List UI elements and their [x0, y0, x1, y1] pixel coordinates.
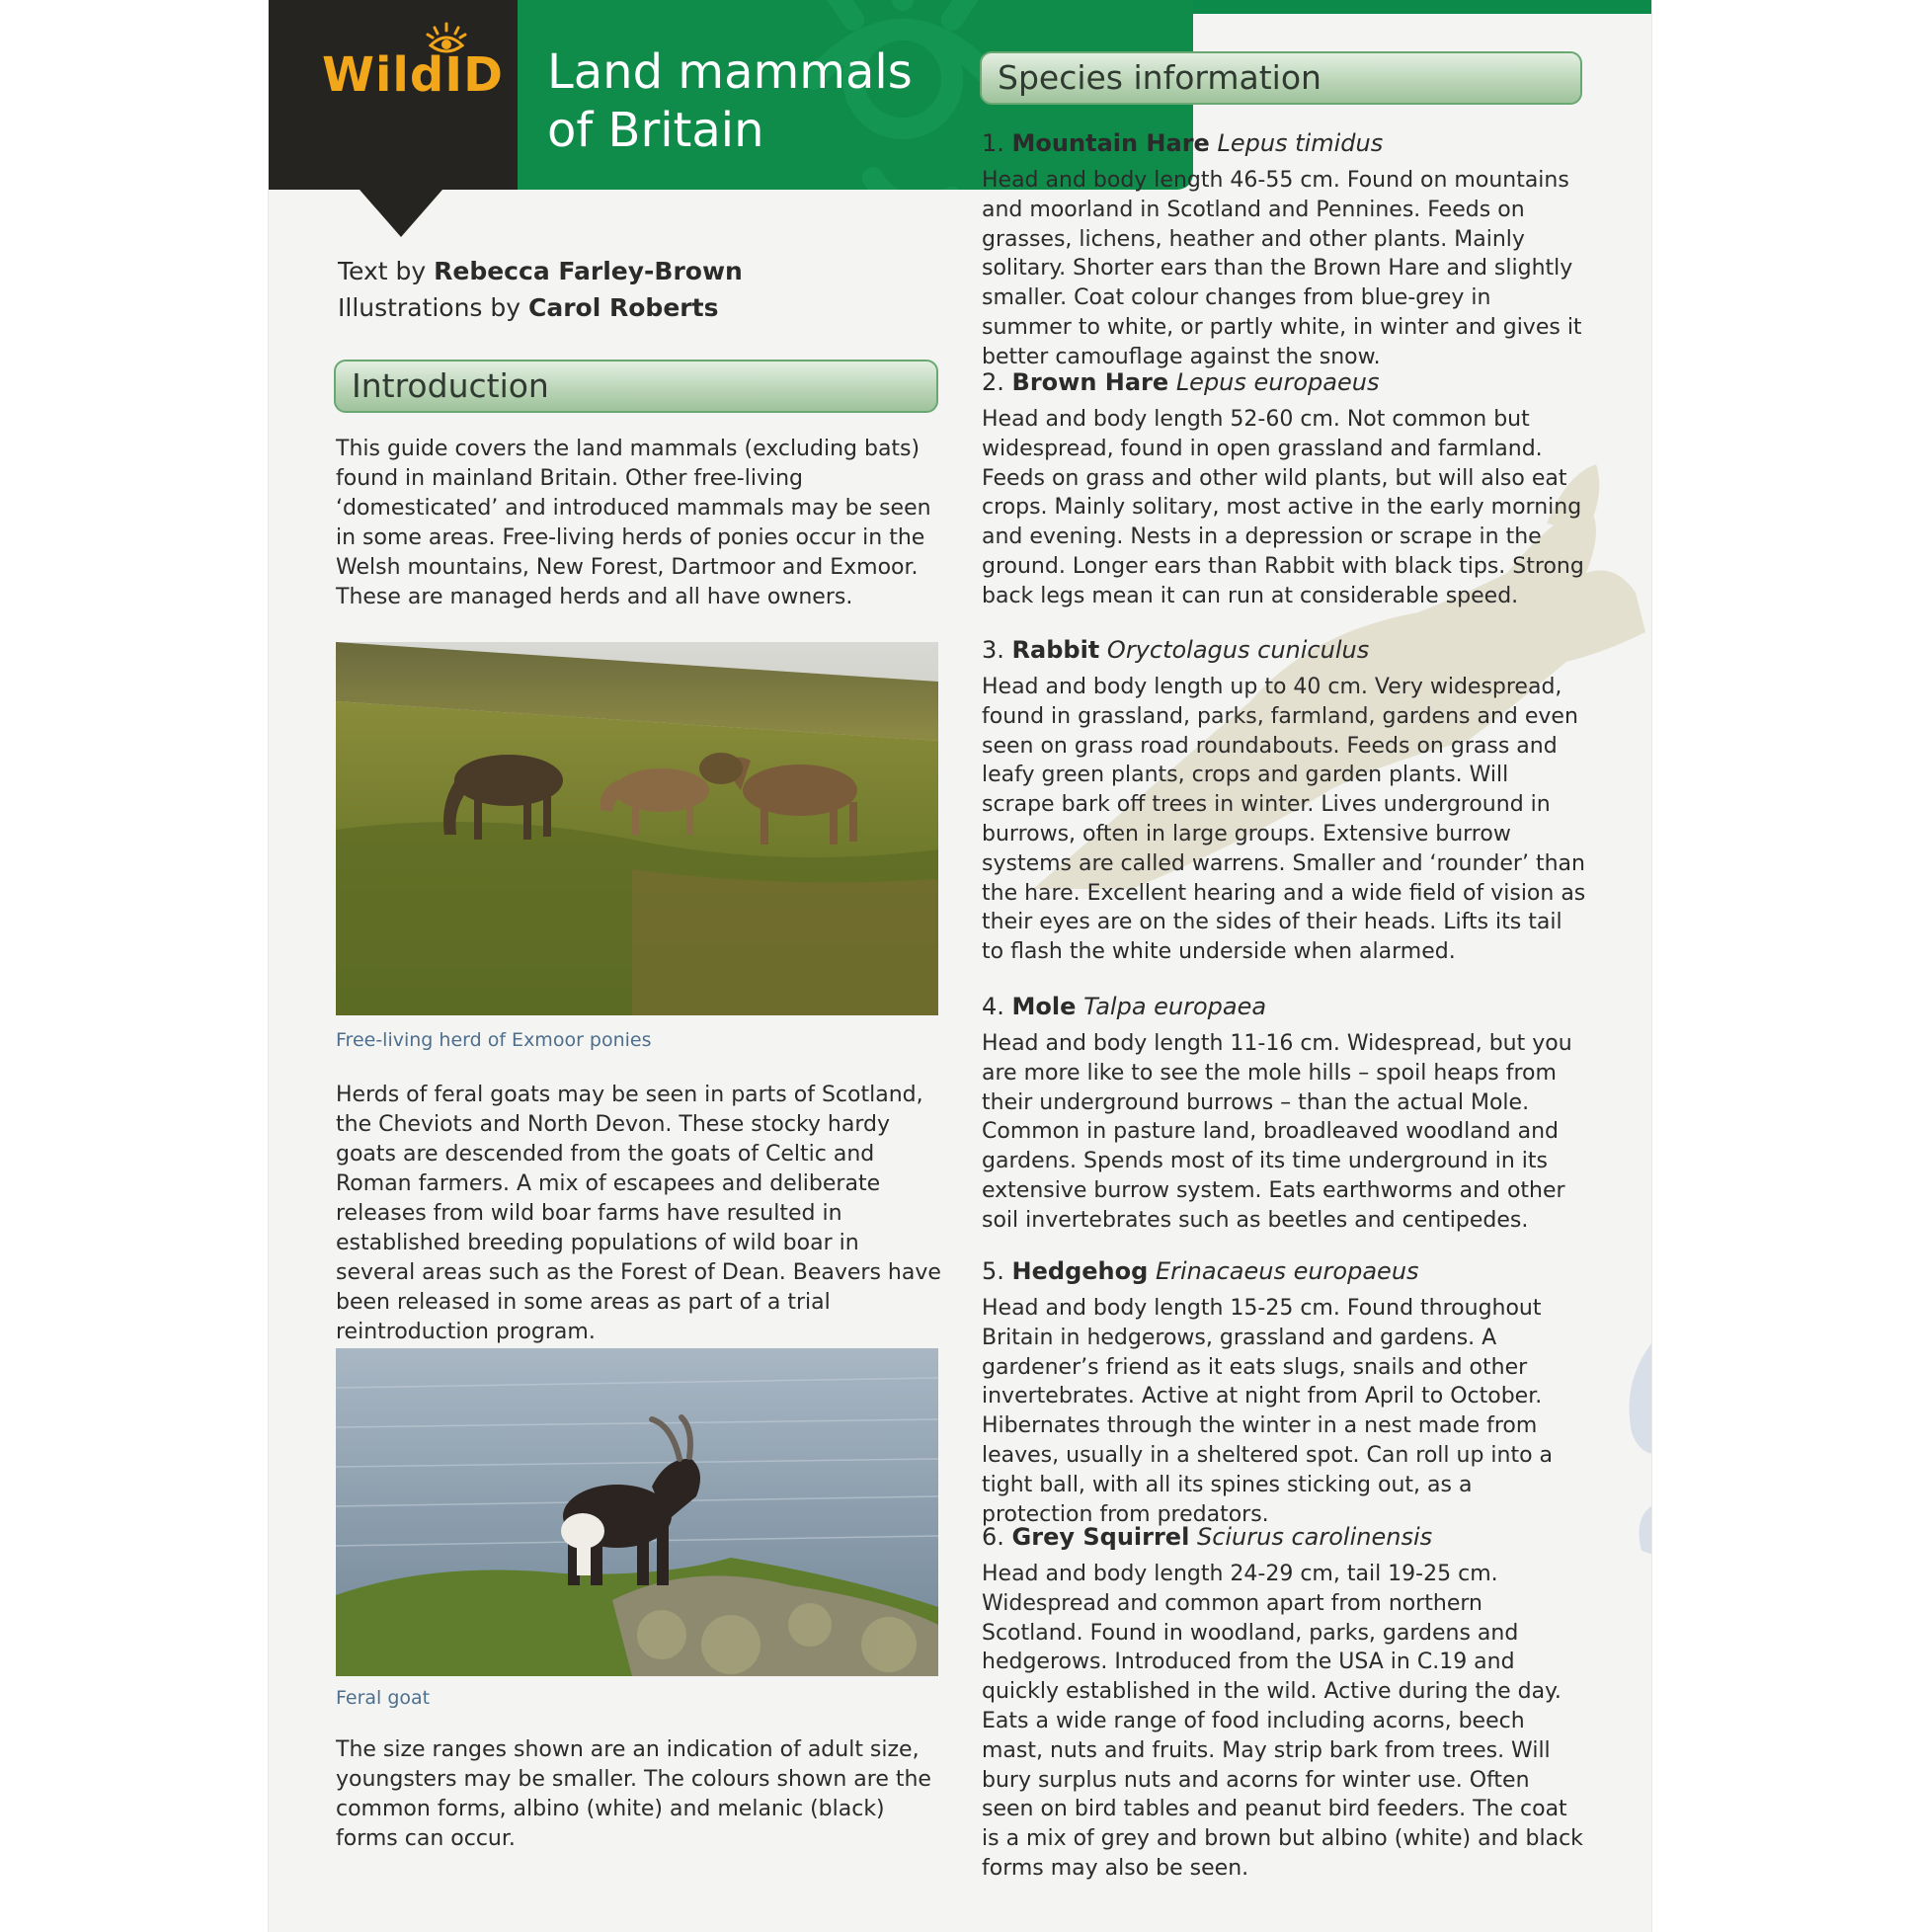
species-number: 2. [982, 368, 1004, 396]
species-entry [982, 128, 1586, 372]
ponies-caption: Free-living herd of Exmoor ponies [336, 1029, 652, 1051]
species-latin-name: Talpa europaea [1083, 993, 1267, 1020]
species-common-name: Hedgehog [1011, 1257, 1149, 1285]
feral-goat-photo [336, 1348, 938, 1676]
exmoor-ponies-photo [336, 642, 938, 1015]
species-latin-name: Lepus europaeus [1175, 368, 1380, 396]
author-prefix: Text by [338, 257, 435, 285]
species-number: 3. [982, 636, 1004, 664]
species-common-name: Brown Hare [1011, 368, 1169, 396]
goat-caption: Feral goat [336, 1687, 431, 1709]
species-number: 4. [982, 993, 1004, 1020]
species-number: 1. [982, 129, 1004, 157]
species-entry [982, 992, 1586, 1236]
logo-pointer [360, 190, 442, 237]
logo-block [269, 0, 518, 190]
title-line-2: of Britain [547, 103, 764, 158]
species-description: Head and body length 24-29 cm, tail 19-25 cm. Widespread and common apart from northern Scotland. Found in woodland, parks, gardens and hedgerows. Introduced from the USA in C.19 and quickly established in the wild. Active during the day. Eats a wide range of food including acorns, beech mast, nuts and fruits. May strip bark from trees. Will bury surplus nuts and acorns for winter use. Often seen on bird tables and peanut bird feeders. The coat is a mix of grey and brown but albino (white) and black forms may also be seen. [982, 1562, 1583, 1881]
species-number: 6. [982, 1523, 1004, 1551]
species-entry [982, 367, 1586, 611]
illustrator-name: Carol Roberts [528, 293, 719, 322]
species-entry [982, 635, 1586, 967]
page-title [547, 43, 913, 160]
credits [338, 253, 743, 326]
intro-paragraph-3: The size ranges shown are an indication of adult size, youngsters may be smaller. The colours shown are the common forms, albino (white) and melanic (black) forms can occur. [336, 1737, 931, 1851]
species-entry [982, 1522, 1586, 1884]
squirrel-silhouette-watermark [1612, 1343, 1651, 1561]
species-description: Head and body length up to 40 cm. Very widespread, found in grassland, parks, farmland, gardens and even seen on grass road roundabouts. Feeds on grass and leafy green plants, crops and garden plants. Will scrape bark off trees in winter. Lives underground in burrows, often in large groups. Extensive burrow systems are called warrens. Smaller and ‘rounder’ than the hare. Excellent hearing and a wide field of vision as their eyes are on the sides of their heads. Lifts its tail to flash the white underside when alarmed. [982, 675, 1586, 965]
intro-paragraph-2: Herds of feral goats may be seen in parts of Scotland, the Cheviots and North Devon. These stocky hardy goats are descended from the goats of Celtic and Roman farmers. A mix of escapees and deliberate releases from wild boar farms have resulted in established breeding populations of wild boar in several areas such as the Forest of Dean. Beavers have been released in some areas as part of a trial reintroduction program. [336, 1083, 941, 1344]
species-information-heading: Species information [980, 51, 1582, 105]
illustrator-prefix: Illustrations by [338, 293, 529, 322]
species-description: Head and body length 15-25 cm. Found throughout Britain in hedgerows, grassland and gardens. A gardener’s friend as it eats slugs, snails and other invertebrates. Active at night from April to October. Hibernates through the winter in a nest made from leaves, usually in a sheltered spot. Can roll up into a tight ball, with all its spines sticking out, as a protection from predators. [982, 1296, 1554, 1527]
introduction-heading: Introduction [334, 360, 938, 413]
species-common-name: Grey Squirrel [1011, 1523, 1190, 1551]
species-common-name: Mole [1011, 993, 1077, 1020]
intro-paragraph-1: This guide covers the land mammals (excluding bats) found in mainland Britain. Other free-living ‘domesticated’ and introduced mammals may be seen in some areas. Free-living herds of ponies occur in the Welsh mountains, New Forest, Dartmoor and Exmoor. These are managed herds and all have owners. [336, 437, 931, 609]
species-entry [982, 1256, 1586, 1529]
illustrator-credit [338, 289, 743, 326]
species-common-name: Rabbit [1011, 636, 1100, 664]
author-name: Rebecca Farley-Brown [434, 257, 743, 285]
leaflet-page [269, 0, 1651, 1932]
wildid-logo: WildID [322, 47, 504, 103]
species-description: Head and body length 46-55 cm. Found on mountains and moorland in Scotland and Pennines. Feeds on grasses, lichens, heather and other plants. Mainly solitary. Shorter ears than the Brown Hare and slightly smaller. Coat colour changes from blue-grey in summer to white, or partly white, in winter and gives it better camouflage against the snow. [982, 168, 1582, 369]
author-credit [338, 253, 743, 289]
species-description: Head and body length 11-16 cm. Widespread, but you are more like to see the mole hills – spoil heaps from their underground burrows – than the actual Mole. Common in pasture land, broadleaved woodland and gardens. Spends most of its time underground in its extensive burrow system. Eats earthworms and other soil invertebrates such as beetles and centipedes. [982, 1031, 1572, 1233]
species-number: 5. [982, 1257, 1004, 1285]
species-description: Head and body length 52-60 cm. Not common but widespread, found in open grassland and farmland. Feeds on grass and other wild plants, but will also eat crops. Mainly solitary, most active in the early morning and evening. Nests in a depression or scrape in the ground. Longer ears than Rabbit with black tips. Strong back legs mean it can run at considerable speed. [982, 407, 1584, 608]
species-latin-name: Erinacaeus europaeus [1155, 1257, 1419, 1285]
species-latin-name: Oryctolagus cuniculus [1106, 636, 1370, 664]
title-line-1: Land mammals [547, 44, 913, 100]
species-common-name: Mountain Hare [1011, 129, 1210, 157]
species-latin-name: Lepus timidus [1217, 129, 1384, 157]
species-latin-name: Sciurus carolinensis [1196, 1523, 1433, 1551]
